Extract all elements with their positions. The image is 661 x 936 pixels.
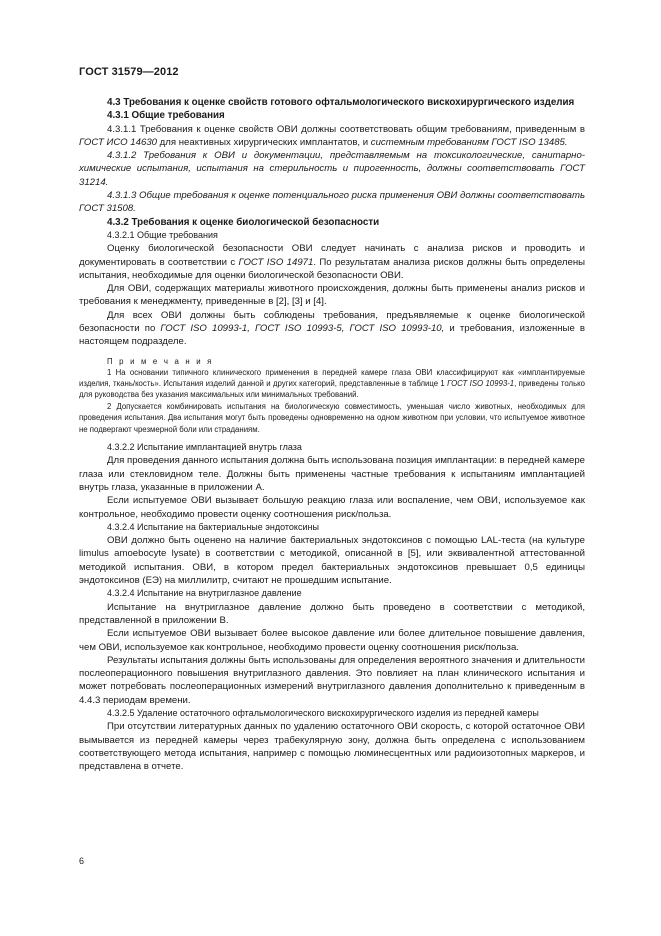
paragraph-removal: При отсутствии литературных данных по удалению остаточного ОВИ скорость, с которой остаточное ОВИ вымывается из передней камеры через трабекулярную зону, должна быть определена с использованием соответствующего метода испытания, например с помощью люминесцентных или радиоизотопных маркеров, и представлена в отчете. [79, 721, 585, 773]
standard-reference: ГОСТ ISO 10993-1 [447, 379, 515, 389]
paragraph-biosafety-requirements [79, 309, 585, 349]
standard-header: ГОСТ 31579—2012 [79, 66, 179, 78]
standard-reference: ГОСТ ИСО 14630 [79, 136, 157, 148]
subsection-pressure-label: 4.3.2.4 Испытание на внутриглазное давление [107, 588, 302, 599]
section-4-3-heading: 4.3 Требования к оценке свойств готового офтальмологического вискохирургического изделия [107, 97, 575, 108]
note-2: 2 Допускается комбинировать испытания на биологическую совместимость, уменьшая число животных, необходимых для проведения испытания. Два испытания могут быть проведены одновременно на одном животном при условии, что испытуемое животное не подвергают чрезмерной боли или страданиям. [79, 401, 585, 434]
paragraph-4-3-1-2: 4.3.1.2 Требования к ОВИ и документации, представляемым на токсикологические, санитарно-химические испытания, испытания на стерильность и пирогенность, должны соответствовать ГОСТ 31214. [79, 150, 585, 188]
text-span: Оценку биологической безопасности ОВИ следует начинать с анализа рисков и проводить и документировать в соответствии с [79, 243, 585, 268]
document-body [79, 96, 585, 774]
text-span: , приведены только для руководства без указания максимальных или минимальных требований. [79, 379, 586, 400]
standard-reference: ГОСТ ISO 10993-1, ГОСТ ISO 10993-5, ГОСТ ISO 10993-10, [160, 323, 445, 335]
subsection-endotoxins-label: 4.3.2.4 Испытание на бактериальные эндотоксины [107, 521, 319, 532]
paragraph-pressure-method: Испытание на внутриглазное давление должно быть проведено в соответствии с методикой, представленной в приложении В. [79, 601, 585, 626]
subsection-4-3-2-2-label: 4.3.2.2 Испытание имплантацией внутрь глаза [107, 442, 302, 453]
text-span: и требования, изложенные в настоящем подразделе. [79, 323, 585, 348]
paragraph-4-3-1-3: 4.3.1.3 Общие требования к оценке потенциального риска применения ОВИ должны соответствовать ГОСТ 31508. [79, 190, 585, 215]
paragraph-4-3-1-1 [79, 123, 585, 150]
section-4-3-2-heading: 4.3.2 Требования к оценке биологической безопасности [107, 216, 380, 228]
text-span: . По результатам анализа рисков должны быть определены испытания, необходимые для оценки биологической безопасности ОВИ. [79, 256, 586, 281]
paragraph-pressure-risk: Если испытуемое ОВИ вызывает более высокое давление или более длительное повышение давления, чем ОВИ, используемое как контрольное, необходимо провести оценку соотношения риск/польза. [79, 628, 585, 653]
section-4-3-1-heading: 4.3.1 Общие требования [107, 110, 225, 122]
subsection-4-3-2-5-label: 4.3.2.5 Удаление остаточного офтальмологического вискохирургического изделия из передней камеры [107, 708, 539, 719]
page-number: 6 [79, 856, 85, 866]
text-span: Для всех ОВИ должны быть соблюдены требования, предъявляемые к оценке биологической безопасности по [79, 309, 585, 335]
standard-reference: системным требованиям ГОСТ ISO 13485. [370, 136, 568, 148]
paragraph-implantation-risk: Если испытуемое ОВИ вызывает большую реакцию глаза или воспаление, чем ОВИ, используемое как контрольное, необходимо провести оценку соотношения риск/польза. [79, 495, 585, 520]
paragraph-endotoxins: ОВИ должно быть оценено на наличие бактериальных эндотоксинов с помощью LAL-теста (на культуре limulus amoebocyte lysate) в соответствии с методикой, описанной в [5], или эквивалентной аттестованной методикой испытания. ОВИ, в котором предел бактериальных эндотоксинов превышает 0,5 единицы эндотоксинов (ЕЭ) на миллилитр, считают не прошедшим испытание. [79, 535, 585, 587]
text-span: для неактивных хирургических имплантатов, и [157, 136, 371, 148]
paragraph-animal-materials: Для ОВИ, содержащих материалы животного происхождения, должны быть применены анализ рисков и требования к менеджменту, приведенные в [2], [3] и [4]. [79, 283, 585, 308]
paragraph-implantation-test: Для проведения данного испытания должна быть использована позиция имплантации: в передней камере глаза или стекловидном теле. Должны быть применены частные требования к испытаниям имплантацией внутрь глаза, указанные в приложении А. [79, 455, 585, 493]
notes-title: П р и м е ч а н и я [107, 356, 214, 366]
paragraph-pressure-results: Результаты испытания должны быть использованы для определения вероятного значения и длительности послеоперационного повышения внутриглазного давления. Это повлияет на план клинического испытания и может потребовать послеоперационных измерений внутриглазного давления дополнительно к приведенным в 4.4.3 периодам времени. [79, 654, 585, 706]
text-span: 1 На основании типичного клинического применения в передней камере глаза ОВИ классифицируют как «имплантируемые изделия, ткань/кость». Испытания изделий данной и других категорий, представленные в таблице 1 [79, 367, 585, 389]
note-1 [79, 367, 585, 401]
standard-reference: ГОСТ ISO 14971 [238, 256, 314, 268]
subsection-4-3-2-1-label: 4.3.2.1 Общие требования [107, 229, 218, 240]
paragraph-risk-analysis [79, 242, 585, 282]
text-span: 4.3.1.1 Требования к оценке свойств ОВИ должны соответствовать общим требованиям, приведенным в [107, 123, 585, 135]
